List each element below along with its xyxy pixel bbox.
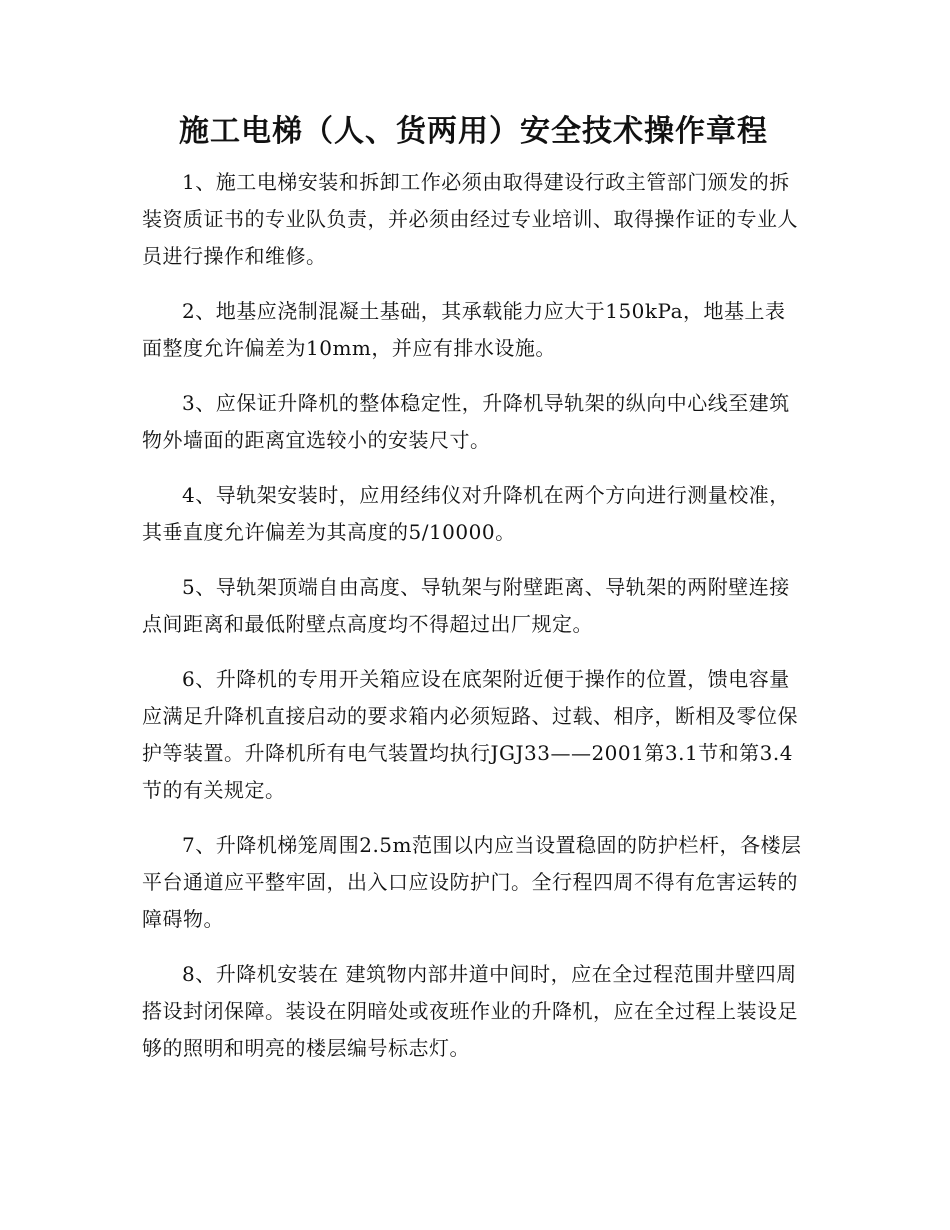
paragraph-4: 4、导轨架安装时，应用经纬仪对升降机在两个方向进行测量校准，其垂直度允许偏差为其高度的5/10000。 [142,483,790,544]
paragraph-8: 8、升降机安装在 建筑物内部井道中间时，应在全过程范围井壁四周搭设封闭保障。装设在阴暗处或夜班作业的升降机，应在全过程上装设足够的照明和明亮的楼层编号标志灯。 [142,962,798,1060]
paragraph-5: 5、导轨架顶端自由高度、导轨架与附壁距离、导轨架的两附壁连接点间距离和最低附壁点高度均不得超过出厂规定。 [142,575,790,636]
paragraph-6: 6、升降机的专用开关箱应设在底架附近便于操作的位置，馈电容量应满足升降机直接启动的要求箱内必须短路、过载、相序，断相及零位保护等装置。升降机所有电气装置均执行JGJ33——2001第3.1节和第3.4节的有关规定。 [142,667,798,802]
paragraph-7: 7、升降机梯笼周围2.5m范围以内应当设置稳固的防护栏杆，各楼层平台通道应平整牢固，出入口应设防护门。全行程四周不得有危害运转的障碍物。 [142,833,802,931]
paragraph-3: 3、应保证升降机的整体稳定性，升降机导轨架的纵向中心线至建筑物外墙面的距离宜选较小的安装尺寸。 [142,391,790,452]
paragraph-2: 2、地基应浇制混凝土基础，其承载能力应大于150kPa，地基上表面整度允许偏差为10mm，并应有排水设施。 [142,299,786,360]
document-title: 施工电梯（人、货两用）安全技术操作章程 [179,114,768,149]
paragraph-1: 1、施工电梯安装和拆卸工作必须由取得建设行政主管部门颁发的拆装资质证书的专业队负责，并必须由经过专业培训、取得操作证的专业人员进行操作和维修。 [142,170,798,268]
